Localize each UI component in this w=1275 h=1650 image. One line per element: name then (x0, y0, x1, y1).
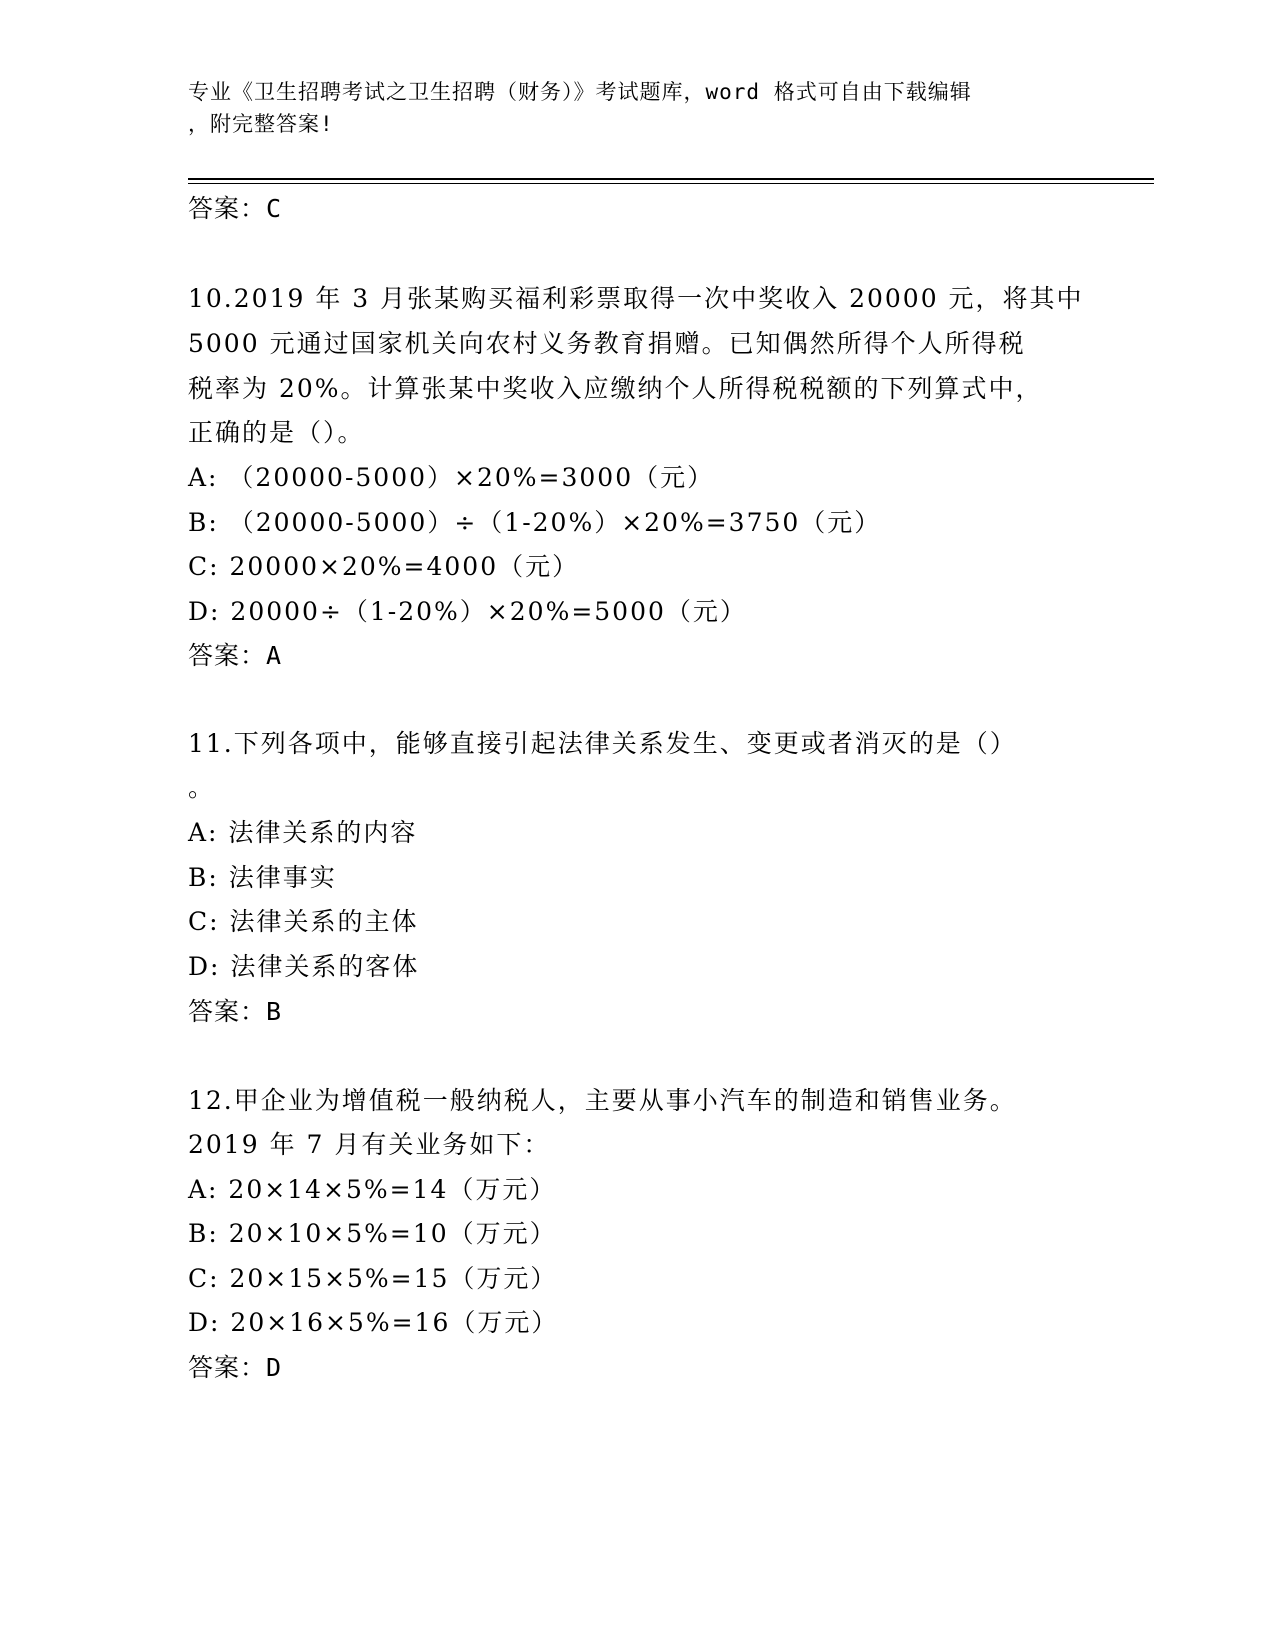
question-stem-line: 2019 年 7 月有关业务如下： (188, 1130, 551, 1159)
option-b: B: 法律事实 (188, 863, 337, 892)
previous-answer (188, 193, 282, 225)
option-b: B: （20000-5000）÷（1-20%）×20%=3750（元） (188, 508, 882, 537)
answer-label: 答案： (188, 194, 267, 223)
answer-value: A (266, 641, 283, 670)
document-header (188, 76, 1078, 140)
answer-line (188, 640, 282, 672)
header-line-1: 专业《卫生招聘考试之卫生招聘（财务）》考试题库，word 格式可自由下载编辑 (188, 80, 972, 104)
header-line-2: ，附完整答案! (188, 112, 334, 136)
question-stem-line: 10.2019 年 3 月张某购买福利彩票取得一次中奖收入 20000 元，将其中 (188, 284, 1084, 313)
option-d: D: 20000÷（1-20%）×20%=5000（元） (188, 597, 747, 626)
header-divider-thick (188, 178, 1154, 180)
option-b: B: 20×10×5%=10（万元） (188, 1219, 557, 1248)
question-stem-line: 税率为 20%。计算张某中奖收入应缴纳个人所得税税额的下列算式中， (188, 374, 1043, 403)
question-stem-line: 5000 元通过国家机关向农村义务教育捐赠。已知偶然所得个人所得税 (188, 329, 1026, 358)
option-c: C: 20×15×5%=15（万元） (188, 1264, 558, 1293)
answer-line (188, 996, 282, 1028)
header-divider-thin (188, 183, 1154, 184)
option-a: A: 法律关系的内容 (188, 818, 418, 847)
option-a: A: 20×14×5%=14（万元） (188, 1175, 557, 1204)
option-a: A: （20000-5000）×20%=3000（元） (188, 463, 715, 492)
answer-line (188, 1352, 282, 1384)
question-stem-line: 。 (188, 773, 216, 802)
answer-value: D (266, 1353, 283, 1382)
option-d: D: 法律关系的客体 (188, 952, 420, 981)
answer-label: 答案： (188, 1353, 267, 1382)
answer-value: C (266, 194, 283, 223)
question-stem-line: 12.甲企业为增值税一般纳税人，主要从事小汽车的制造和销售业务。 (188, 1086, 1017, 1115)
answer-label: 答案： (188, 997, 267, 1026)
answer-label: 答案： (188, 641, 267, 670)
option-d: D: 20×16×5%=16（万元） (188, 1308, 559, 1337)
question-stem-line: 11.下列各项中，能够直接引起法律关系发生、变更或者消灭的是（） (188, 729, 1017, 758)
option-c: C: 20000×20%=4000（元） (188, 552, 580, 581)
answer-value: B (266, 997, 283, 1026)
option-c: C: 法律关系的主体 (188, 907, 419, 936)
question-stem-line: 正确的是（）。 (188, 418, 365, 447)
